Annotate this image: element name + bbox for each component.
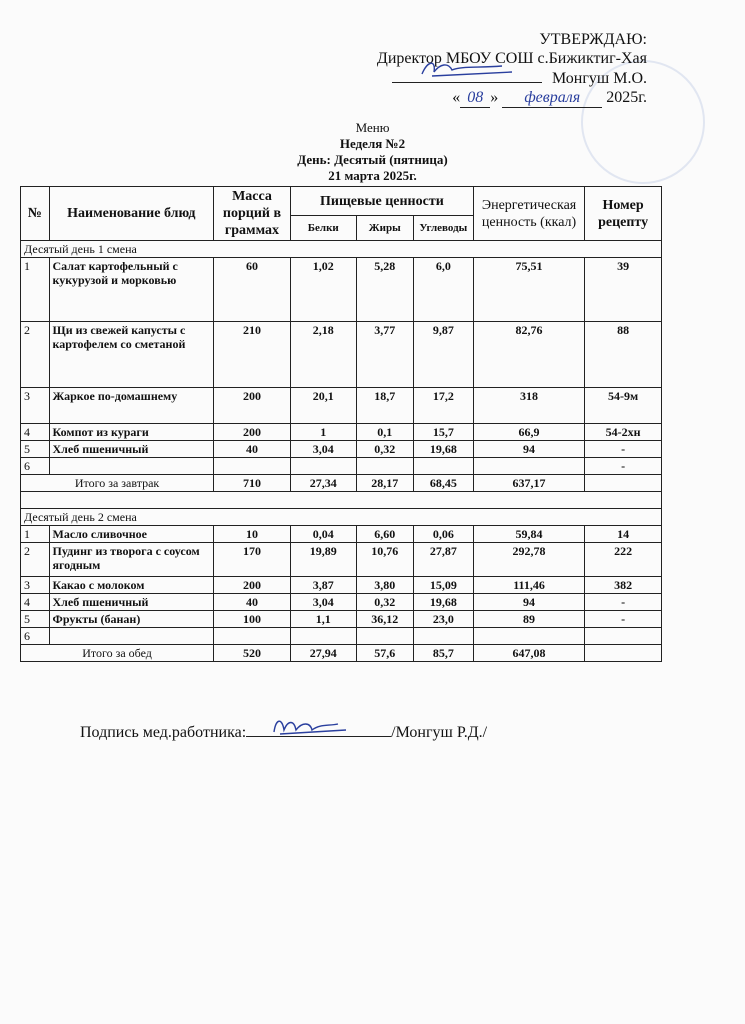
heading-week: Неделя №2 [339,136,406,151]
spacer-row [21,492,662,509]
table-row: 1 Масло сливочное 10 0,04 6,60 0,06 59,84 14 [21,526,662,543]
menu-table [20,186,662,662]
medic-signature [246,722,391,737]
section-row [21,241,662,258]
table-header-row [21,187,662,216]
approval-position: Директор МБОУ СОШ с.Бижиктиг-Хая [376,50,647,67]
table-row: 1 Салат картофельный с кукурузой и морковью 60 1,02 5,28 6,0 75,51 39 [21,258,662,322]
total-row: Итого за завтрак 710 27,34 28,17 68,45 637,17 [21,475,662,492]
approval-title: УТВЕРЖДАЮ: [539,31,647,48]
breakfast-title: Десятый день 1 смена [21,241,662,258]
col-nutrition: Пищевые ценности [290,187,473,216]
approval-director-line [377,68,647,88]
director-name: Монгуш М.О. [551,70,647,87]
lunch-total-label: Итого за обед [21,645,214,662]
approval-date: « 08 » февраля 2025г. [452,89,647,106]
table-row: 2 Щи из свежей капусты с картофелем со сметаной 210 2,18 3,77 9,87 82,76 88 [21,322,662,388]
col-carbs: Углеводы [413,216,473,241]
table-row: 3 Какао с молоком 200 3,87 3,80 15,09 111,46 382 [21,577,662,594]
table-row: 4 Хлеб пшеничный 40 3,04 0,32 19,68 94 - [21,594,662,611]
table-row: 2 Пудинг из творога с соусом ягодным 170 19,89 10,76 27,87 292,78 222 [21,543,662,577]
col-num: № [21,187,50,241]
approval-block [377,30,647,108]
signature-scribble-icon [392,58,542,80]
footer-signature [80,722,487,742]
table-row: 5 Фрукты (банан) 100 1,1 36,12 23,0 89 - [21,611,662,628]
footer-name: /Монгуш Р.Д./ [391,724,488,741]
footer-label: Подпись мед.работника: [80,724,247,741]
signature-scribble-icon [246,714,391,736]
lunch-title: Десятый день 2 смена [21,509,662,526]
col-energy: Энергетическая ценность (ккал) [473,187,584,241]
heading-day: День: Десятый (пятница) [297,152,448,167]
table-row: 4 Компот из кураги 200 1 0,1 15,7 66,9 54-2хн [21,424,662,441]
heading-date: 21 марта 2025г. [328,168,417,183]
approval-day: 08 [460,88,490,108]
section-row [21,509,662,526]
heading-title: Меню [355,120,390,135]
menu-heading [0,120,745,184]
breakfast-total-label: Итого за завтрак [21,475,214,492]
director-signature [392,68,542,83]
table-row: 3 Жаркое по-домашнему 200 20,1 18,7 17,2 318 54-9м [21,388,662,424]
col-fats: Жиры [356,216,413,241]
total-row: Итого за обед 520 27,94 57,6 85,7 647,08 [21,645,662,662]
approval-month: февраля [502,88,602,108]
table-row: 6 - [21,458,662,475]
approval-year: 2025г. [606,89,647,106]
table-row: 6 [21,628,662,645]
col-proteins: Белки [290,216,356,241]
col-mass: Масса порций в граммах [214,187,291,241]
table-row: 5 Хлеб пшеничный 40 3,04 0,32 19,68 94 - [21,441,662,458]
col-name: Наименование блюд [49,187,214,241]
col-recipe: Номер рецепту [585,187,662,241]
